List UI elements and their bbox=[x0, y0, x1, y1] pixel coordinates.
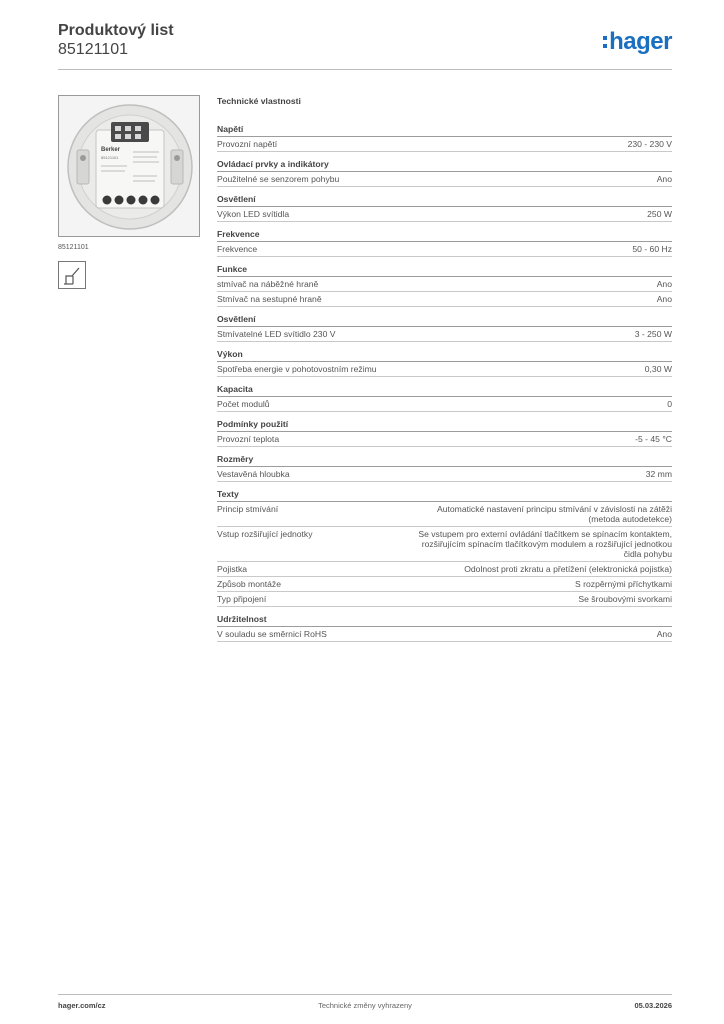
spec-section bbox=[217, 311, 672, 342]
footer-date: 05.03.2026 bbox=[634, 1001, 672, 1010]
spec-row bbox=[217, 292, 672, 307]
spec-label: Provozní teplota bbox=[217, 434, 280, 444]
spec-label: V souladu se směrnicí RoHS bbox=[217, 629, 327, 639]
spec-value: Se šroubovými svorkami bbox=[578, 594, 672, 604]
spec-label: Vstup rozšiřující jednotky bbox=[217, 529, 313, 539]
product-visual-column bbox=[58, 95, 200, 289]
spec-value: Ano bbox=[656, 629, 672, 639]
section-heading: Výkon bbox=[217, 346, 672, 362]
spec-value: Se vstupem pro externí ovládání tlačítkem se spínacím kontaktem, rozšiřujícím spínacím tlačítkovým modulem a rozšiřující jednotkou čidla pohybu bbox=[418, 529, 672, 559]
hager-logo bbox=[603, 28, 672, 56]
spec-value: -5 - 45 °C bbox=[635, 434, 672, 444]
product-image bbox=[58, 95, 200, 237]
section-heading: Udržitelnost bbox=[217, 611, 672, 627]
spec-value: 3 - 250 W bbox=[634, 329, 672, 339]
section-heading: Funkce bbox=[217, 261, 672, 277]
spec-label: Počet modulů bbox=[217, 399, 270, 409]
spec-label: Spotřeba energie v pohotovostním režimu bbox=[217, 364, 377, 374]
spec-row bbox=[217, 577, 672, 592]
spec-section bbox=[217, 381, 672, 412]
spec-section bbox=[217, 191, 672, 222]
spec-row bbox=[217, 432, 672, 447]
spec-label: Stmívač na sestupné hraně bbox=[217, 294, 322, 304]
spec-value: Ano bbox=[656, 279, 672, 289]
spec-row bbox=[217, 327, 672, 342]
spec-section bbox=[217, 346, 672, 377]
section-heading: Osvětlení bbox=[217, 311, 672, 327]
spec-section bbox=[217, 416, 672, 447]
section-heading: Texty bbox=[217, 486, 672, 502]
spec-section bbox=[217, 261, 672, 307]
spec-sections bbox=[217, 121, 672, 642]
spec-label: Typ připojení bbox=[217, 594, 267, 604]
spec-row bbox=[217, 562, 672, 577]
section-heading: Kapacita bbox=[217, 381, 672, 397]
image-model-text: 85121101 bbox=[101, 155, 119, 160]
spec-row bbox=[217, 527, 672, 562]
section-heading: Ovládací prvky a indikátory bbox=[217, 156, 672, 172]
spec-label: Vestavěná hloubka bbox=[217, 469, 290, 479]
product-number: 85121101 bbox=[58, 41, 128, 58]
section-heading: Napětí bbox=[217, 121, 672, 137]
spec-row bbox=[217, 467, 672, 482]
spec-label: Stmívatelné LED svítidlo 230 V bbox=[217, 329, 336, 339]
spec-row bbox=[217, 242, 672, 257]
section-heading: Podmínky použití bbox=[217, 416, 672, 432]
spec-value: 0 bbox=[667, 399, 672, 409]
technical-specs bbox=[217, 96, 672, 642]
footer-website: hager.com/cz bbox=[58, 1001, 106, 1010]
spec-row bbox=[217, 397, 672, 412]
dimmer-symbol-icon bbox=[58, 261, 86, 289]
spec-value: 250 W bbox=[647, 209, 672, 219]
spec-value: Ano bbox=[656, 174, 672, 184]
spec-section bbox=[217, 451, 672, 482]
spec-value: 0,30 W bbox=[644, 364, 672, 374]
spec-section bbox=[217, 156, 672, 187]
section-heading: Rozměry bbox=[217, 451, 672, 467]
spec-value: Ano bbox=[656, 294, 672, 304]
spec-section bbox=[217, 611, 672, 642]
dimmer-insert-illustration bbox=[59, 96, 200, 237]
spec-label: Použitelné se senzorem pohybu bbox=[217, 174, 340, 184]
image-caption: 85121101 bbox=[58, 244, 89, 251]
spec-section bbox=[217, 486, 672, 607]
spec-value: Odolnost proti zkratu a přetížení (elektronická pojistka) bbox=[464, 564, 672, 574]
image-brand-text: Berker bbox=[101, 147, 121, 153]
spec-label: Provozní napětí bbox=[217, 139, 278, 149]
spec-row bbox=[217, 137, 672, 152]
spec-value: 32 mm bbox=[645, 469, 672, 479]
page-header bbox=[58, 22, 672, 70]
logo-text: hager bbox=[609, 28, 672, 55]
spec-label: Výkon LED svítidla bbox=[217, 209, 290, 219]
spec-value: S rozpěrnými příchytkami bbox=[575, 579, 672, 589]
spec-row bbox=[217, 207, 672, 222]
spec-row bbox=[217, 277, 672, 292]
spec-value: 230 - 230 V bbox=[627, 139, 672, 149]
spec-label: Pojistka bbox=[217, 564, 248, 574]
spec-row bbox=[217, 592, 672, 607]
spec-row bbox=[217, 362, 672, 377]
spec-value: Automatické nastavení principu stmívání v závislosti na zátěži (metoda autodetekce) bbox=[436, 504, 672, 524]
spec-value: 50 - 60 Hz bbox=[632, 244, 672, 254]
spec-label: Frekvence bbox=[217, 244, 258, 254]
logo-dots-icon bbox=[603, 36, 607, 48]
page-footer bbox=[58, 994, 672, 1014]
spec-label: Způsob montáže bbox=[217, 579, 282, 589]
section-heading: Frekvence bbox=[217, 226, 672, 242]
section-heading: Osvětlení bbox=[217, 191, 672, 207]
spec-row bbox=[217, 502, 672, 527]
spec-row bbox=[217, 627, 672, 642]
spec-section bbox=[217, 121, 672, 152]
specs-title: Technické vlastnosti bbox=[217, 96, 301, 106]
spec-label: Princip stmívání bbox=[217, 504, 279, 514]
spec-row bbox=[217, 172, 672, 187]
spec-label: stmívač na náběžné hraně bbox=[217, 279, 319, 289]
footer-note: Technické změny vyhrazeny bbox=[318, 1001, 412, 1010]
document-title: Produktový list bbox=[58, 22, 174, 39]
spec-section bbox=[217, 226, 672, 257]
